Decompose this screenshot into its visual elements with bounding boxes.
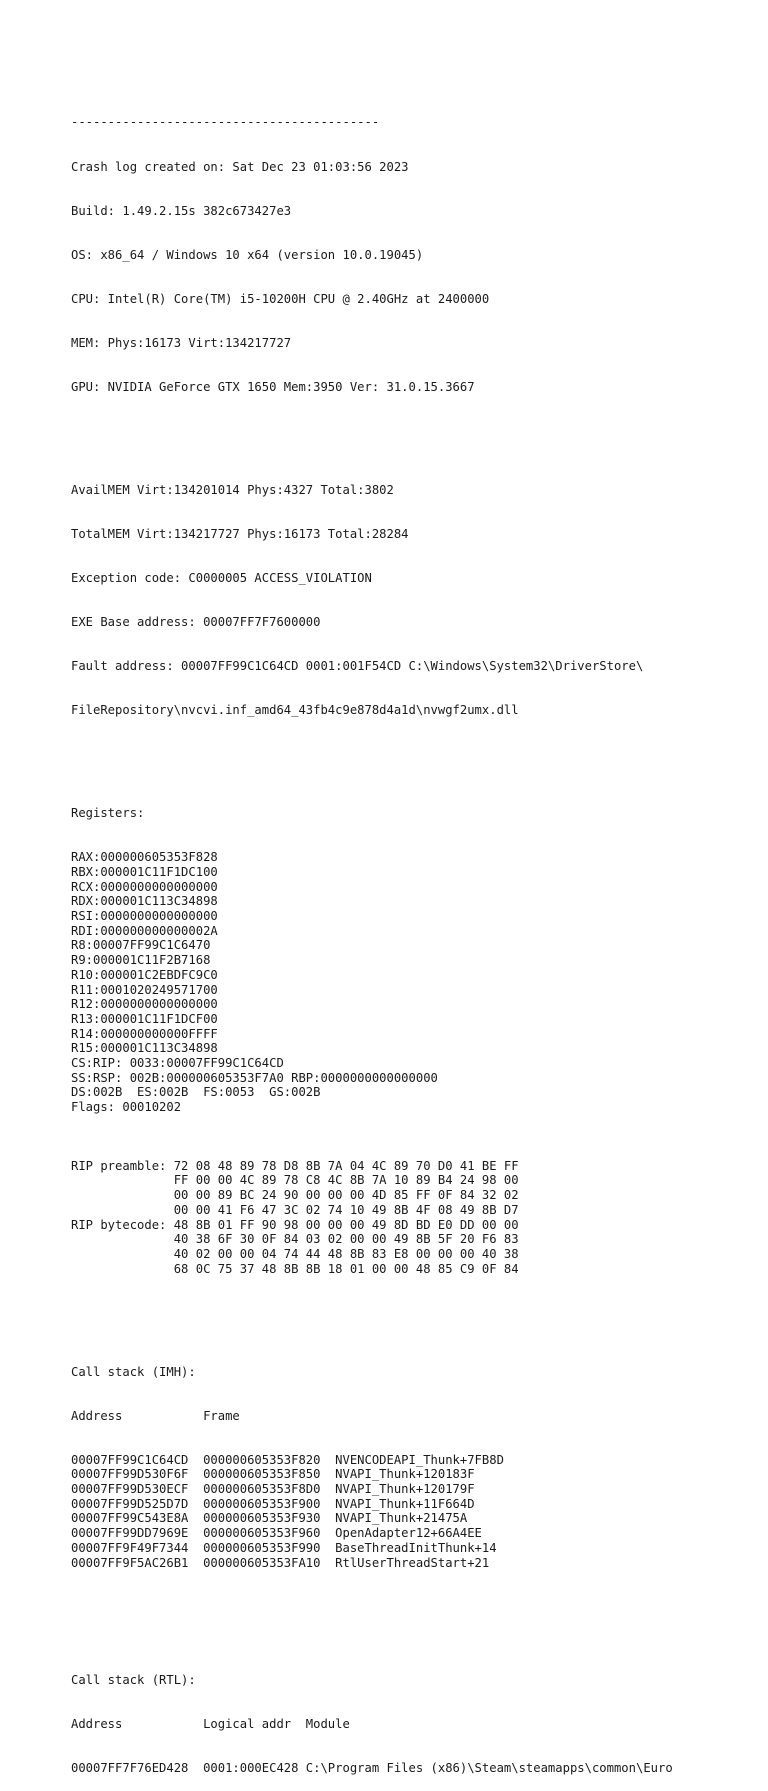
rip-bytes-list (71, 1159, 761, 1277)
spacer (71, 424, 761, 439)
callstack-imh-title: Call stack (IMH): (71, 1364, 196, 1379)
register-line: R13:000001C11F1DCF00 (71, 1011, 218, 1026)
totalmem-line: TotalMEM Virt:134217727 Phys:16173 Total:28284 (71, 526, 409, 541)
callstack-imh-row: 00007FF99DD7969E 000000605353F960 OpenAdapter12+66A4EE (71, 1526, 482, 1541)
fault-address-path-line: FileRepository\nvcvi.inf_amd64_43fb4c9e878d4a1d\nvwgf2umx.dll (71, 703, 519, 718)
cpu-line: CPU: Intel(R) Core(TM) i5-10200H CPU @ 2.40GHz at 2400000 (71, 291, 490, 306)
callstack-imh-header: Address Frame (71, 1408, 240, 1423)
register-line: R14:000000000000FFFF (71, 1026, 218, 1041)
rip-bytes-line: 00 00 89 BC 24 90 00 00 00 4D 85 FF 0F 84 32 02 (71, 1188, 519, 1203)
rip-bytes-line: RIP preamble: 72 08 48 89 78 D8 8B 7A 04 4C 89 70 D0 41 BE FF (71, 1158, 519, 1173)
register-line: Flags: 00010202 (71, 1100, 182, 1114)
callstack-rtl-row: 00007FF7F76ED428 0001:000EC428 C:\Program Files (x86)\Steam\steamapps\common\Euro (71, 1761, 673, 1776)
mem-line: MEM: Phys:16173 Virt:134217727 (71, 335, 292, 350)
crash-log-document (71, 86, 761, 1791)
rip-bytes-line: 40 02 00 00 04 74 44 48 8B 83 E8 00 00 00 40 38 (71, 1246, 519, 1261)
register-line: DS:002B ES:002B FS:0053 GS:002B (71, 1085, 321, 1100)
spacer (71, 1600, 761, 1629)
exe-base-line: EXE Base address: 00007FF7F7600000 (71, 615, 321, 630)
crash-created-line: Crash log created on: Sat Dec 23 01:03:56 2023 (71, 159, 409, 174)
build-line: Build: 1.49.2.15s 382c673427e3 (71, 203, 292, 218)
callstack-rtl-header: Address Logical addr Module (71, 1717, 350, 1732)
register-line: R8:00007FF99C1C6470 (71, 938, 211, 953)
register-line: R9:000001C11F2B7168 (71, 953, 211, 968)
callstack-imh-row: 00007FF99D530F6F 000000605353F850 NVAPI_Thunk+120183F (71, 1467, 475, 1482)
callstack-imh-row: 00007FF99C1C64CD 000000605353F820 NVENCODEAPI_Thunk+7FB8D (71, 1452, 504, 1467)
registers-list (71, 850, 761, 1114)
os-line: OS: x86_64 / Windows 10 x64 (version 10.0.19045) (71, 247, 424, 262)
rip-bytes-line: 00 00 41 F6 47 3C 02 74 10 49 8B 4F 08 49 8B D7 (71, 1202, 519, 1217)
register-line: RSI:0000000000000000 (71, 909, 218, 924)
rip-bytes-line: FF 00 00 4C 89 78 C8 4C 8B 7A 10 89 B4 24 98 00 (71, 1173, 519, 1188)
spacer (71, 1306, 761, 1321)
callstack-imh-row: 00007FF99C543E8A 000000605353F930 NVAPI_Thunk+21475A (71, 1511, 468, 1526)
callstack-rtl-title: Call stack (RTL): (71, 1673, 196, 1688)
callstack-imh-row: 00007FF99D525D7D 000000605353F900 NVAPI_Thunk+11F664D (71, 1496, 475, 1511)
register-line: RDX:000001C113C34898 (71, 894, 218, 909)
register-line: RCX:0000000000000000 (71, 879, 218, 894)
callstack-imh-rows (71, 1453, 761, 1571)
separator-line: ------------------------------------------ (71, 115, 380, 130)
rip-bytes-line: 68 0C 75 37 48 8B 8B 18 01 00 00 48 85 C9 0F 84 (71, 1261, 519, 1276)
callstack-imh-row: 00007FF99D530ECF 000000605353F8D0 NVAPI_Thunk+120179F (71, 1482, 475, 1497)
register-line: RAX:000000605353F828 (71, 850, 218, 865)
callstack-imh-row: 00007FF9F49F7344 000000605353F990 BaseThreadInitThunk+14 (71, 1540, 497, 1555)
gpu-line: GPU: NVIDIA GeForce GTX 1650 Mem:3950 Ver: 31.0.15.3667 (71, 379, 475, 394)
register-line: R12:0000000000000000 (71, 997, 218, 1012)
spacer (71, 747, 761, 762)
register-line: CS:RIP: 0033:00007FF99C1C64CD (71, 1055, 284, 1070)
availmem-line: AvailMEM Virt:134201014 Phys:4327 Total:3802 (71, 482, 394, 497)
register-line: R15:000001C113C34898 (71, 1041, 218, 1056)
rip-bytes-line: RIP bytecode: 48 8B 01 FF 90 98 00 00 00 49 8D BD E0 DD 00 00 (71, 1217, 519, 1232)
register-line: SS:RSP: 002B:000000605353F7A0 RBP:0000000000000000 (71, 1070, 438, 1085)
register-line: RBX:000001C11F1DC100 (71, 865, 218, 879)
register-line: R10:000001C2EBDFC9C0 (71, 967, 218, 982)
register-line: R11:0001020249571700 (71, 982, 218, 997)
callstack-rtl-rows (71, 1761, 761, 1776)
rip-bytes-line: 40 38 6F 30 0F 84 03 02 00 00 49 8B 5F 20 F6 83 (71, 1232, 519, 1247)
callstack-imh-row: 00007FF9F5AC26B1 000000605353FA10 RtlUserThreadStart+21 (71, 1555, 490, 1570)
registers-title: Registers: (71, 806, 145, 821)
register-line: RDI:000000000000002A (71, 923, 218, 938)
fault-address-line: Fault address: 00007FF99C1C64CD 0001:001F54CD C:\Windows\System32\DriverStore\ (71, 659, 644, 674)
exception-code-line: Exception code: C0000005 ACCESS_VIOLATION (71, 571, 372, 586)
